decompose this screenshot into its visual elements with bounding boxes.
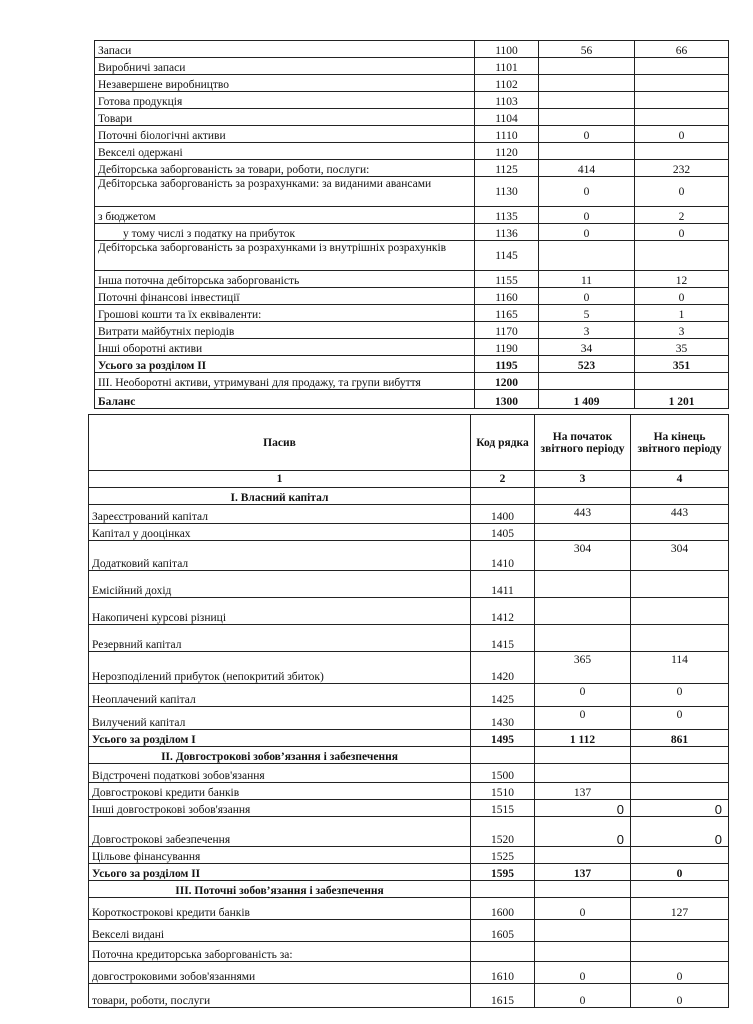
row-label: Додатковий капітал: [89, 541, 471, 571]
row-code: 1412: [471, 598, 535, 625]
table-row: [95, 92, 729, 109]
value-start: 3: [539, 322, 635, 339]
table-row: [89, 730, 729, 747]
value-start: 0: [535, 817, 631, 847]
row-code: 1495: [471, 730, 535, 747]
value-end: 1: [635, 305, 729, 322]
row-code: 1103: [475, 92, 539, 109]
row-label: Поточні фінансові інвестиції: [95, 288, 475, 305]
value-end: 0: [631, 684, 729, 707]
header-end: На кінець звітного періоду: [631, 415, 729, 471]
table-row: [89, 652, 729, 684]
value-end: 0: [631, 800, 729, 817]
value-start: 5: [539, 305, 635, 322]
row-label: Виробничі запаси: [95, 58, 475, 75]
value-end: 0: [631, 864, 729, 881]
row-label: Зареєстрований капітал: [89, 505, 471, 524]
row-label: Незавершене виробництво: [95, 75, 475, 92]
value-start: [539, 143, 635, 160]
row-code: 1410: [471, 541, 535, 571]
table-row: [89, 541, 729, 571]
empty-cell: [471, 881, 535, 898]
row-code: 1160: [475, 288, 539, 305]
row-label: Баланс: [95, 390, 475, 409]
value-start: 1 409: [539, 390, 635, 409]
section-title: I. Власний капітал: [89, 488, 471, 505]
empty-cell: [471, 488, 535, 505]
empty-cell: [471, 747, 535, 764]
value-start: [535, 942, 631, 962]
value-end: 443: [631, 505, 729, 524]
value-end: 0: [631, 962, 729, 984]
row-label: Неоплачений капітал: [89, 684, 471, 707]
value-start: 0: [535, 800, 631, 817]
value-end: 12: [635, 271, 729, 288]
table-row: [95, 177, 729, 207]
row-code: 1610: [471, 962, 535, 984]
row-code: 1400: [471, 505, 535, 524]
table-row: [89, 817, 729, 847]
row-code: 1145: [475, 241, 539, 271]
value-start: [535, 598, 631, 625]
value-end: 2: [635, 207, 729, 224]
row-label: з бюджетом: [95, 207, 475, 224]
value-start: 0: [539, 207, 635, 224]
value-end: 351: [635, 356, 729, 373]
value-end: [631, 625, 729, 652]
row-label: ІІІ. Необоротні активи, утримувані для продажу, та групи вибуття: [95, 373, 475, 390]
row-label: Витрати майбутніх періодів: [95, 322, 475, 339]
value-start: 0: [535, 707, 631, 730]
row-label: Усього за розділом ІІ: [89, 864, 471, 881]
table-row: [95, 160, 729, 177]
section-header: [89, 488, 729, 505]
row-label: Нерозподілений прибуток (непокритий збиток): [89, 652, 471, 684]
table-row: [89, 800, 729, 817]
value-end: 0: [631, 817, 729, 847]
value-end: [635, 241, 729, 271]
value-start: [539, 109, 635, 126]
row-code: 1136: [475, 224, 539, 241]
row-label: Інші оборотні активи: [95, 339, 475, 356]
row-label: Поточні біологічні активи: [95, 126, 475, 143]
row-code: 1100: [475, 41, 539, 58]
value-end: [631, 847, 729, 864]
value-end: [631, 598, 729, 625]
table-row: [95, 207, 729, 224]
column-number-row: [89, 471, 729, 488]
row-label: Товари: [95, 109, 475, 126]
value-start: [539, 373, 635, 390]
row-label: Цільове фінансування: [89, 847, 471, 864]
row-label: Дебіторська заборгованість за розрахунками із внутрішніх розрахунків: [95, 241, 475, 271]
value-end: [635, 373, 729, 390]
table-row: [89, 764, 729, 783]
value-start: [535, 625, 631, 652]
row-code: 1415: [471, 625, 535, 652]
table-row: [95, 126, 729, 143]
col-number: 1: [89, 471, 471, 488]
value-end: [631, 920, 729, 942]
value-end: [635, 109, 729, 126]
row-label: Грошові кошти та їх еквіваленти:: [95, 305, 475, 322]
row-code: 1200: [475, 373, 539, 390]
table-row: [95, 271, 729, 288]
row-code: 1135: [475, 207, 539, 224]
value-end: 0: [631, 984, 729, 1008]
value-start: 0: [535, 898, 631, 920]
row-label: товари, роботи, послуги: [89, 984, 471, 1008]
value-end: 0: [631, 707, 729, 730]
row-code: 1515: [471, 800, 535, 817]
row-label: довгостроковими зобов'язаннями: [89, 962, 471, 984]
value-start: [535, 847, 631, 864]
value-end: 861: [631, 730, 729, 747]
row-code: 1520: [471, 817, 535, 847]
value-end: 3: [635, 322, 729, 339]
row-code: 1120: [475, 143, 539, 160]
value-start: 0: [535, 684, 631, 707]
value-start: 1 112: [535, 730, 631, 747]
value-start: [539, 75, 635, 92]
value-start: 0: [539, 177, 635, 207]
value-start: 0: [535, 984, 631, 1008]
row-code: 1405: [471, 524, 535, 541]
row-code: 1155: [475, 271, 539, 288]
row-code: 1101: [475, 58, 539, 75]
row-code: 1130: [475, 177, 539, 207]
value-end: [635, 58, 729, 75]
row-code: 1411: [471, 571, 535, 598]
row-label: Відстрочені податкові зобов'язання: [89, 764, 471, 783]
value-end: 127: [631, 898, 729, 920]
value-end: 232: [635, 160, 729, 177]
value-end: 66: [635, 41, 729, 58]
value-end: [631, 764, 729, 783]
value-end: [631, 783, 729, 800]
value-start: 523: [539, 356, 635, 373]
table-row: [89, 898, 729, 920]
col-number: 4: [631, 471, 729, 488]
table-row: [95, 339, 729, 356]
table-row: [89, 864, 729, 881]
value-start: 365: [535, 652, 631, 684]
row-code: 1615: [471, 984, 535, 1008]
value-start: [535, 524, 631, 541]
table-row: [95, 390, 729, 409]
value-start: 11: [539, 271, 635, 288]
section-title: II. Довгострокові зобов’язання і забезпечення: [89, 747, 471, 764]
value-end: 114: [631, 652, 729, 684]
row-code: 1425: [471, 684, 535, 707]
value-start: 0: [539, 288, 635, 305]
row-label: Інші довгострокові зобов'язання: [89, 800, 471, 817]
value-end: 304: [631, 541, 729, 571]
row-label: Короткострокові кредити банків: [89, 898, 471, 920]
table-row: [95, 305, 729, 322]
liabilities-table: [88, 414, 729, 1008]
table-row: [89, 625, 729, 652]
table-row: [95, 322, 729, 339]
row-label: Запаси: [95, 41, 475, 58]
col-number: 3: [535, 471, 631, 488]
table-row: [95, 75, 729, 92]
empty-cell: [535, 881, 631, 898]
table-row: [95, 143, 729, 160]
value-start: 0: [539, 224, 635, 241]
table-row: [89, 707, 729, 730]
value-end: 1 201: [635, 390, 729, 409]
row-label: Довгострокові забезпечення: [89, 817, 471, 847]
table-row: [89, 847, 729, 864]
assets-table: [94, 40, 729, 409]
value-end: [635, 143, 729, 160]
row-code: 1525: [471, 847, 535, 864]
value-start: 304: [535, 541, 631, 571]
table-row: [89, 505, 729, 524]
value-end: [631, 571, 729, 598]
table-row: [95, 224, 729, 241]
header-code: Код рядка: [471, 415, 535, 471]
table-row: [89, 524, 729, 541]
table-row: [95, 109, 729, 126]
empty-cell: [535, 488, 631, 505]
value-start: [539, 58, 635, 75]
table-row: [89, 598, 729, 625]
table-row: [89, 783, 729, 800]
value-end: [631, 942, 729, 962]
col-number: 2: [471, 471, 535, 488]
row-label: Векселі одержані: [95, 143, 475, 160]
row-label: Емісійний дохід: [89, 571, 471, 598]
table-row: [89, 942, 729, 962]
row-code: 1104: [475, 109, 539, 126]
value-end: 0: [635, 177, 729, 207]
row-code: 1165: [475, 305, 539, 322]
row-code: 1125: [475, 160, 539, 177]
row-label: Дебіторська заборгованість за розрахунками: за виданими авансами: [95, 177, 475, 207]
row-label: Усього за розділом І: [89, 730, 471, 747]
value-end: 35: [635, 339, 729, 356]
row-label: Вилучений капітал: [89, 707, 471, 730]
header-passive: Пасив: [89, 415, 471, 471]
table-row: [95, 373, 729, 390]
value-end: [635, 92, 729, 109]
value-start: 0: [535, 962, 631, 984]
row-label: Капітал у дооцінках: [89, 524, 471, 541]
value-start: 414: [539, 160, 635, 177]
table-row: [95, 288, 729, 305]
section-header: [89, 747, 729, 764]
row-label: Усього за розділом ІІ: [95, 356, 475, 373]
row-label: Поточна кредиторська заборгованість за:: [89, 942, 471, 962]
row-label: Накопичені курсові різниці: [89, 598, 471, 625]
row-code: 1102: [475, 75, 539, 92]
value-start: [539, 92, 635, 109]
row-label: у тому числі з податку на прибуток: [95, 224, 475, 241]
table-row: [89, 684, 729, 707]
row-code: 1430: [471, 707, 535, 730]
value-end: [631, 524, 729, 541]
value-start: 0: [539, 126, 635, 143]
section-title: ІІІ. Поточні зобов’язання і забезпечення: [89, 881, 471, 898]
row-label: Довгострокові кредити банків: [89, 783, 471, 800]
row-label: Резервний капітал: [89, 625, 471, 652]
row-label: Інша поточна дебіторська заборгованість: [95, 271, 475, 288]
empty-cell: [631, 488, 729, 505]
value-end: 0: [635, 224, 729, 241]
value-start: [539, 241, 635, 271]
value-start: 443: [535, 505, 631, 524]
empty-cell: [631, 747, 729, 764]
row-label: Векселі видані: [89, 920, 471, 942]
row-code: 1300: [475, 390, 539, 409]
table-row: [95, 241, 729, 271]
row-label: Готова продукція: [95, 92, 475, 109]
section-header: [89, 881, 729, 898]
row-code: 1190: [475, 339, 539, 356]
value-end: 0: [635, 126, 729, 143]
row-code: 1600: [471, 898, 535, 920]
table-row: [89, 962, 729, 984]
row-label: Дебіторська заборгованість за товари, роботи, послуги:: [95, 160, 475, 177]
value-start: [535, 764, 631, 783]
empty-cell: [535, 747, 631, 764]
row-code: 1500: [471, 764, 535, 783]
header-start: На початок звітного періоду: [535, 415, 631, 471]
value-end: [635, 75, 729, 92]
table-row: [95, 356, 729, 373]
row-code: 1595: [471, 864, 535, 881]
row-code: 1170: [475, 322, 539, 339]
value-start: 137: [535, 783, 631, 800]
row-code: 1420: [471, 652, 535, 684]
value-start: 137: [535, 864, 631, 881]
value-end: 0: [635, 288, 729, 305]
row-code: [471, 942, 535, 962]
table-row: [95, 58, 729, 75]
row-code: 1110: [475, 126, 539, 143]
row-code: 1605: [471, 920, 535, 942]
value-start: [535, 920, 631, 942]
value-start: [535, 571, 631, 598]
row-code: 1510: [471, 783, 535, 800]
value-start: 34: [539, 339, 635, 356]
table-row: [89, 920, 729, 942]
empty-cell: [631, 881, 729, 898]
table-row: [89, 571, 729, 598]
table-row: [89, 984, 729, 1008]
header-row: [89, 415, 729, 471]
row-code: 1195: [475, 356, 539, 373]
table-row: [95, 41, 729, 58]
value-start: 56: [539, 41, 635, 58]
